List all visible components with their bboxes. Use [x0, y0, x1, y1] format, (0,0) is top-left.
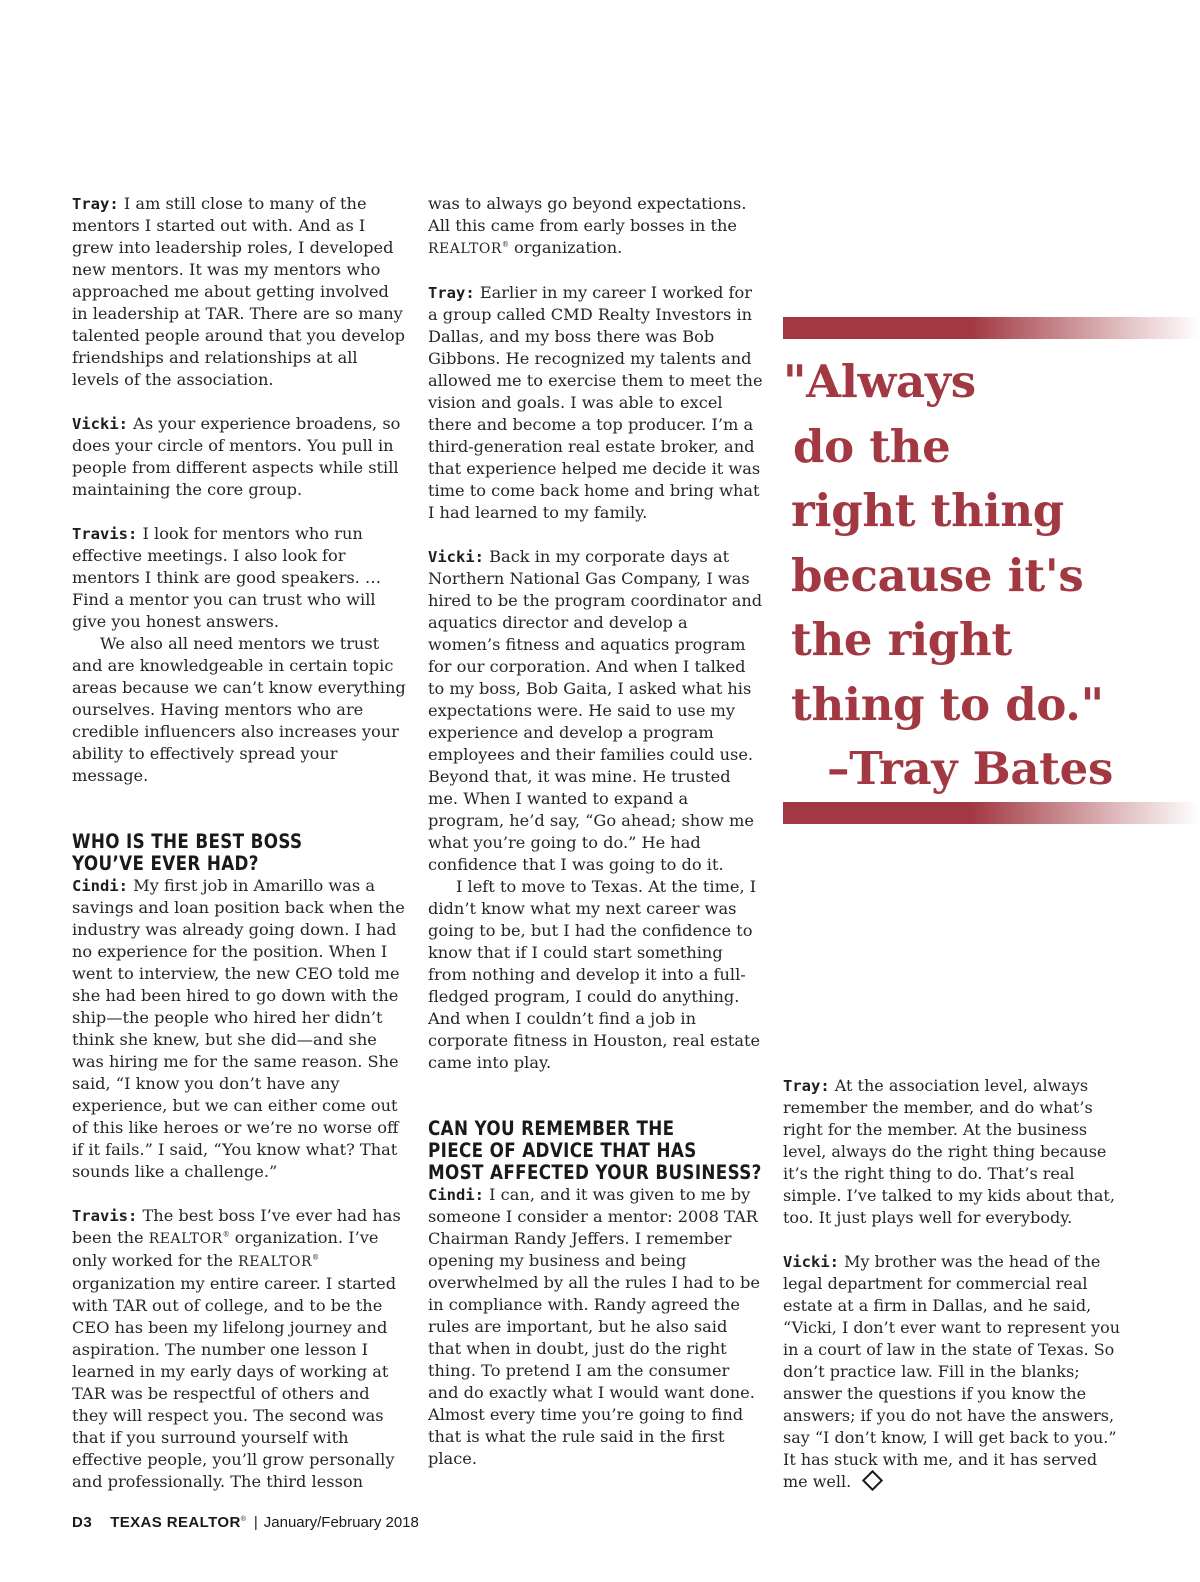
paragraph-text: My brother was the head of the legal department for commercial real estate at a firm in Dallas, and he said, “Vicki, I don’t ever want to represent you in a court of law in the state of Texas. So don’t practice law. Fill in the blanks; answer the questions if you know the answers; if you do not have the answers, say “I don’t know, I will get back to you.” It has stuck with me, and it has served me well. [783, 1252, 1121, 1491]
section-heading-line: WHO IS THE BEST BOSS [72, 830, 303, 853]
footer-separator: | [253, 1514, 258, 1531]
paragraph [72, 413, 407, 501]
paragraph-text: Earlier in my career I worked for a group called CMD Realty Investors in Dallas, and my boss there was Bob Gibbons. He recognized my talents and allowed me to exercise them to meet the vision and goals. I was able to excel there and become a top producer. I’m a third-generation real estate broker, and that experience helped me decide it was time to come back home and bring what I had learned to my family. [428, 283, 763, 522]
speaker-name: Travis: [72, 525, 138, 543]
registered-mark: ® [222, 1230, 230, 1239]
pullquote-top-bar [783, 317, 1200, 339]
paragraph [428, 282, 763, 524]
article-column-1 [72, 193, 407, 1493]
paragraph-text: organization. [508, 238, 623, 257]
realtor-trademark: REALTOR [148, 1231, 223, 1247]
pullquote-line: because it's [791, 548, 1084, 602]
speaker-name: Cindi: [428, 1186, 484, 1204]
paragraph [783, 1075, 1123, 1229]
page-footer [72, 1514, 419, 1531]
speaker-name: Vicki: [428, 548, 484, 566]
pullquote-line: "Always [783, 355, 976, 408]
registered-mark: ® [501, 240, 509, 249]
pullquote-line: thing to do." [791, 677, 1104, 731]
paragraph-text: I look for mentors who run effective meetings. I also look for mentors I think are good speakers. … Find a mentor you can trust who will give you honest answers. [72, 524, 382, 631]
pullquote-line: right thing [791, 484, 1064, 537]
section-heading-line: CAN YOU REMEMBER THE [428, 1117, 675, 1140]
pullquote-line: do the [793, 419, 951, 473]
paragraph [428, 876, 763, 1074]
paragraph [783, 1251, 1123, 1493]
speaker-name: Tray: [783, 1077, 830, 1095]
pullquote-bottom-bar [783, 802, 1200, 824]
section-heading [72, 831, 407, 875]
realtor-trademark: REALTOR [238, 1254, 313, 1270]
paragraph-text: I can, and it was given to me by someone I consider a mentor: 2008 TAR Chairman Randy Jeffers. I remember opening my business and being overwhelmed by all the rules I had to be in compliance with. Randy agreed the rules are important, but he also said that when in doubt, just do the right thing. To pretend I am the consumer and do exactly what I would want done. Almost every time you’re going to find that is what the rule said in the first place. [428, 1185, 760, 1468]
paragraph-text: Back in my corporate days at Northern National Gas Company, I was hired to be the program coordinator and aquatics director and develop a women’s fitness and aquatics program for our corporation. And when I talked to my boss, Bob Gaita, I asked what his expectations were. He said to use my experience and develop a program employees and their families could use. Beyond that, it was mine. He trusted me. When I wanted to expand a program, he’d say, “Go ahead; show me what you’re going to do.” He had confidence that I was going to do it. [428, 547, 763, 874]
page-number: D3 [72, 1514, 93, 1531]
paragraph-text: organization my entire career. I started with TAR out of college, and to be the CEO has been my lifelong journey and aspiration. The number one lesson I learned in my early days of working at TAR was be respectful of others and they will respect you. The second was that if you surround yourself with effective people, you’ll grow personally and professionally. The third lesson [72, 1274, 397, 1491]
paragraph [428, 1184, 763, 1470]
pullquote-attribution: –Tray Bates [827, 742, 1114, 795]
paragraph-text: I am still close to many of the mentors I started out with. And as I grew into leadership roles, I developed new mentors. It was my mentors who approached me about getting involved in leadership at TAR. There are so many talented people around that you develop friendships and relationships at all levels of the association. [72, 194, 406, 389]
section-heading-line: YOU’VE EVER HAD? [72, 852, 259, 875]
section-heading-line: MOST AFFECTED YOUR BUSINESS? [428, 1161, 762, 1184]
paragraph-text: organization. I’ve only worked for the [72, 1228, 379, 1270]
speaker-name: Travis: [72, 1207, 138, 1225]
issue-date: January/February 2018 [263, 1514, 419, 1531]
speaker-name: Tray: [72, 195, 119, 213]
speaker-name: Vicki: [72, 415, 128, 433]
paragraph [72, 875, 407, 1183]
paragraph-text: I left to move to Texas. At the time, I didn’t know what my next career was going to be, but I had the confidence to know that if I could start something from nothing and develop it into a full-fledged program, I could do anything. And when I couldn’t find a job in corporate fitness in Houston, real estate came into play. [428, 877, 761, 1072]
paragraph-text: was to always go beyond expectations. All this came from early bosses in the [428, 194, 747, 235]
paragraph [72, 193, 407, 391]
speaker-name: Vicki: [783, 1253, 839, 1271]
diamond-end-mark-icon [862, 1470, 883, 1491]
pullquote [783, 350, 1183, 802]
paragraph [72, 523, 407, 633]
registered-mark: ® [240, 1516, 246, 1523]
article-column-3 [783, 1075, 1123, 1493]
paragraph [428, 546, 763, 876]
paragraph-text: The best boss I’ve ever had has been the [72, 1206, 401, 1247]
magazine-name: TEXAS REALTOR [110, 1514, 241, 1531]
paragraph [72, 1205, 407, 1493]
speaker-name: Tray: [428, 284, 475, 302]
paragraph-text: My first job in Amarillo was a savings and loan position back when the industry was already going down. I had no experience for the position. When I went to interview, the new CEO told me she had been hired to go down with the ship—the people who hired her didn’t think she knew, but she did—and she was hiring me for the same reason. She said, “I know you don’t have any experience, but we can either come out of this like heroes or we’re no worse off if it fails.” I said, “You know what? That sounds like a challenge.” [72, 876, 405, 1181]
section-heading-line: PIECE OF ADVICE THAT HAS [428, 1139, 697, 1162]
section-heading [428, 1118, 763, 1184]
article-column-2 [428, 193, 763, 1470]
paragraph-text: At the association level, always remember the member, and do what’s right for the member. At the business level, always do the right thing because it’s the right thing to do. That’s real simple. I’ve talked to my kids about that, too. It just plays well for everybody. [783, 1076, 1115, 1227]
paragraph [72, 633, 407, 787]
realtor-trademark: REALTOR [428, 241, 502, 257]
paragraph [428, 193, 763, 260]
paragraph-text: As your experience broadens, so does your circle of mentors. You pull in people from different aspects while still maintaining the core group. [72, 414, 401, 499]
registered-mark: ® [312, 1253, 320, 1262]
paragraph-text: We also all need mentors we trust and are knowledgeable in certain topic areas because we can’t know everything ourselves. Having mentors who are credible influencers also increases your ability to effectively spread your message. [72, 634, 406, 785]
speaker-name: Cindi: [72, 877, 128, 895]
pullquote-line: the right [791, 613, 1012, 666]
